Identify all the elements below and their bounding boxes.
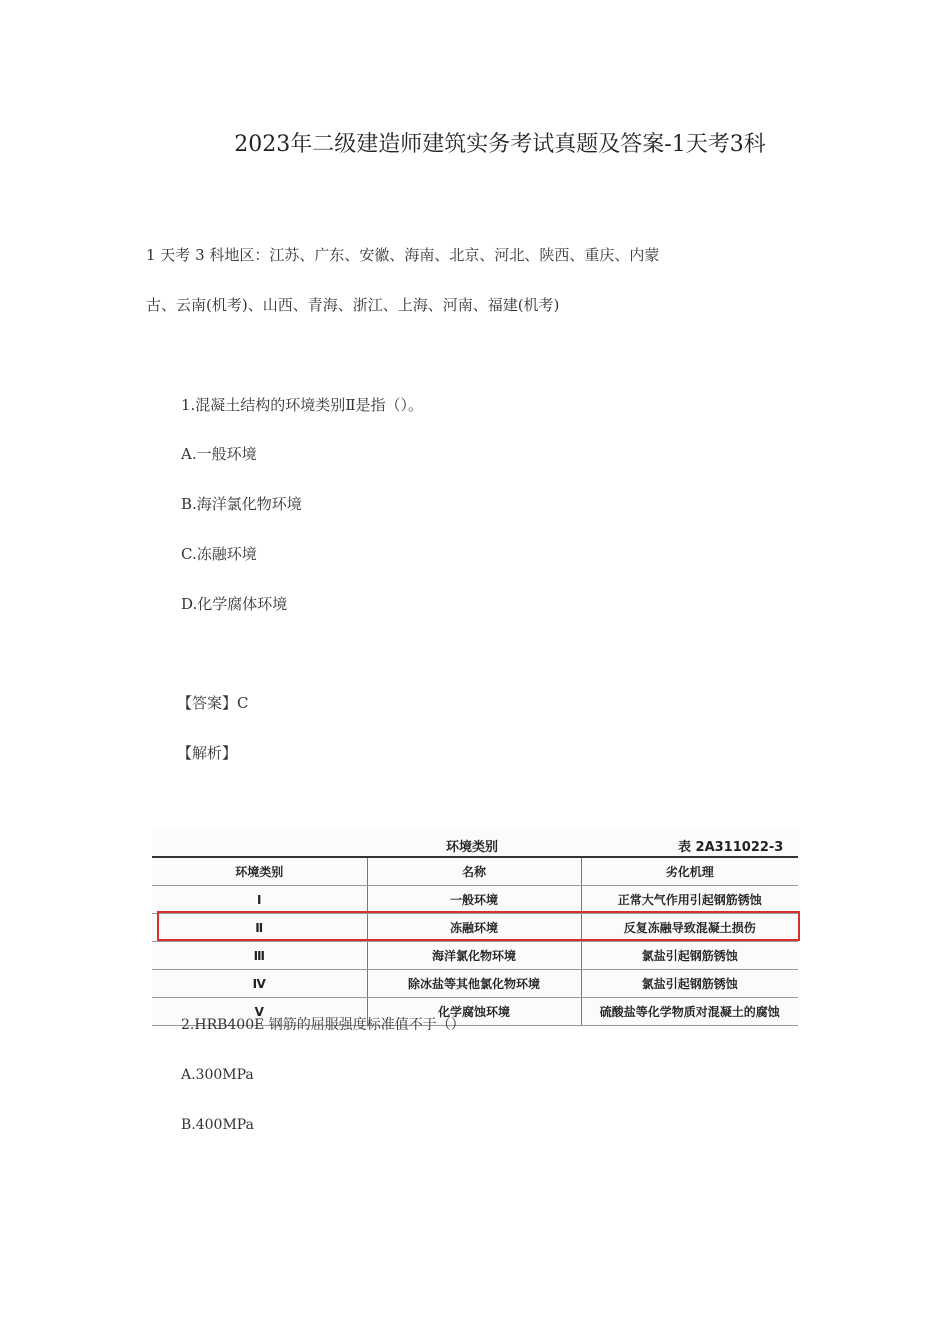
question-2-option-a: A.300MPa xyxy=(181,1067,254,1083)
table-cell: Ⅴ xyxy=(152,998,367,1026)
highlight-box xyxy=(157,911,800,941)
table-cell: Ⅲ xyxy=(152,942,367,970)
table-cell: Ⅳ xyxy=(152,970,367,998)
question-1-stem: 1.混凝土结构的环境类别Ⅱ是指（）。 xyxy=(181,396,424,414)
question-2-stem: 2.HRB400E 钢筋的屈服强度标准值不于（） xyxy=(181,1017,465,1033)
table-cell: 一般环境 xyxy=(367,886,581,914)
environment-category-table-image xyxy=(152,828,800,1028)
table-header-cell: 环境类别 xyxy=(152,857,367,886)
table-cell: 除冰盐等其他氯化物环境 xyxy=(367,970,581,998)
question-1-option-a: A.一般环境 xyxy=(181,445,257,463)
analysis-label: 【解析】 xyxy=(177,744,238,762)
table-cell: 正常大气作用引起钢筋锈蚀 xyxy=(581,886,798,914)
question-1-option-c: C.冻融环境 xyxy=(181,545,257,563)
table-code: 表 2A311022-3 xyxy=(678,840,784,855)
region-line-1: 1 天考 3 科地区：江苏、广东、安徽、海南、北京、河北、陕西、重庆、内蒙 xyxy=(146,246,660,264)
table-row xyxy=(152,970,798,998)
table-cell: 硫酸盐等化学物质对混凝土的腐蚀 xyxy=(581,998,798,1026)
question-2-option-b: B.400MPa xyxy=(181,1117,254,1133)
table-cell: 氯盐引起钢筋锈蚀 xyxy=(581,970,798,998)
table-cell: 化学腐蚀环境 xyxy=(367,998,581,1026)
table-caption: 环境类别 xyxy=(446,840,499,855)
table-header-cell: 劣化机理 xyxy=(581,857,798,886)
question-1-option-d: D.化学腐体环境 xyxy=(181,595,288,613)
table-cell: 氯盐引起钢筋锈蚀 xyxy=(581,942,798,970)
question-1-option-b: B.海洋氯化物环境 xyxy=(181,495,302,513)
document-title: 2023年二级建造师建筑实务考试真题及答案-1天考3科 xyxy=(234,132,766,157)
environment-table xyxy=(152,856,798,1026)
region-line-2: 古、云南(机考)、山西、青海、浙江、上海、河南、福建(机考) xyxy=(146,296,560,314)
answer-label: 【答案】C xyxy=(177,694,249,712)
table-header-cell: 名称 xyxy=(367,857,581,886)
table-row xyxy=(152,886,798,914)
table-cell: Ⅰ xyxy=(152,886,367,914)
table-cell: 海洋氯化物环境 xyxy=(367,942,581,970)
table-cell: 冻融环境 xyxy=(367,914,581,942)
table-row xyxy=(152,942,798,970)
table-cell: Ⅱ xyxy=(152,914,367,942)
table-header-row xyxy=(152,857,798,886)
table-cell: 反复冻融导致混凝土损伤 xyxy=(581,914,798,942)
